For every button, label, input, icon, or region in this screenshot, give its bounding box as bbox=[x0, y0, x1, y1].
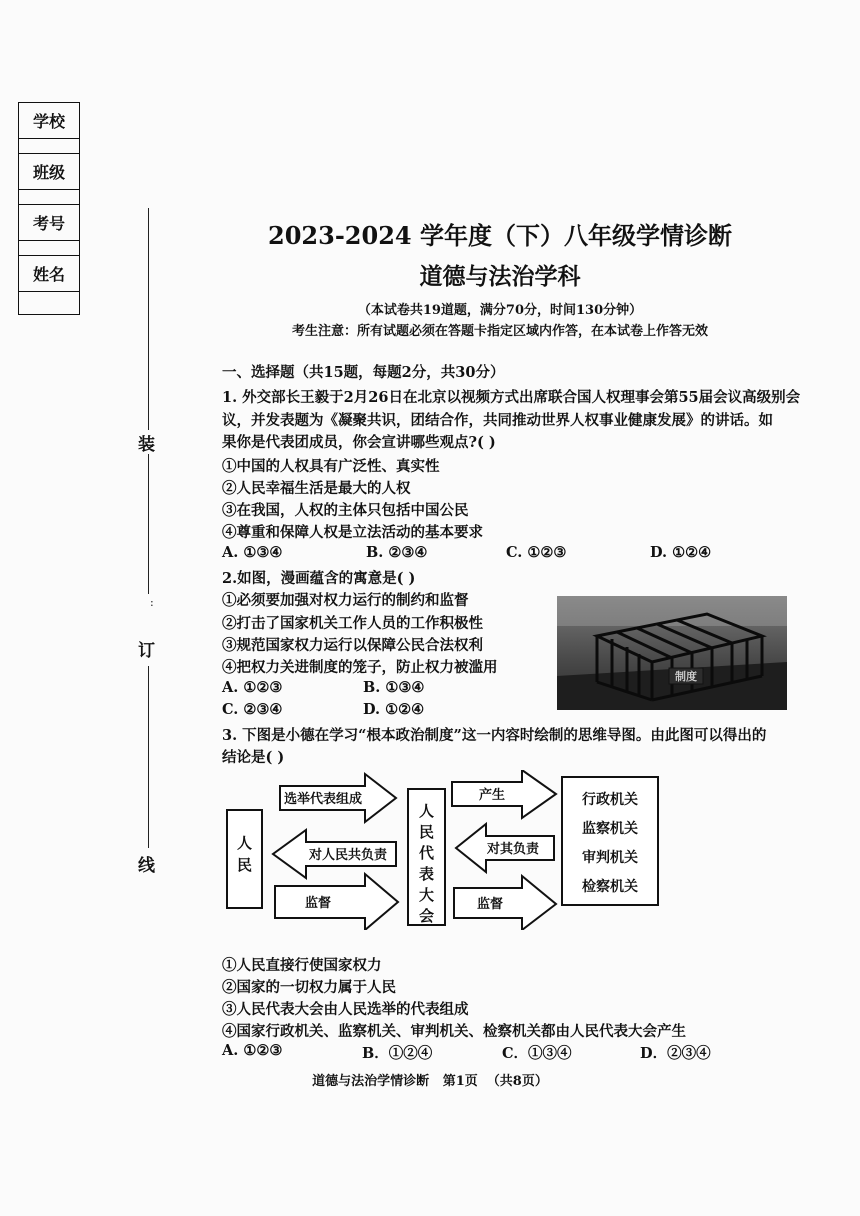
q3-item: ④国家行政机关、监察机关、审判机关、检察机关都由人民代表大会产生 bbox=[222, 1023, 686, 1040]
binding-line-segment bbox=[148, 666, 149, 848]
q1-stem-line: 议，并发表题为《凝聚共识，团结合作，共同推动世界人权事业健康发展》的讲话。如 bbox=[222, 412, 773, 429]
exam-title: 2023-2024 学年度（下）八年级学情诊断 bbox=[268, 221, 732, 250]
q3-item: ③人民代表大会由人民选举的代表组成 bbox=[222, 1001, 469, 1018]
organ-label: 审判机关 bbox=[582, 850, 638, 866]
q1-option-b: B. ②③④ bbox=[366, 544, 428, 561]
binding-line-segment bbox=[148, 454, 149, 594]
class-label: 班级 bbox=[18, 153, 80, 189]
binding-char-ding: 订 bbox=[138, 641, 155, 661]
organ-label: 监察机关 bbox=[582, 821, 638, 837]
q1-item: ③在我国，人权的主体只包括中国公民 bbox=[222, 502, 469, 519]
q1-stem-line: 1. 外交部长王毅于2月26日在北京以视频方式出席联合国人权理事会第55届会议高级别会 bbox=[222, 389, 801, 406]
subject-title: 道德与法治学科 bbox=[419, 263, 581, 290]
q1-item: ②人民幸福生活是最大的人权 bbox=[222, 480, 411, 497]
arrow-supervise-right bbox=[454, 876, 556, 930]
q1-option-a: A. ①③④ bbox=[222, 544, 283, 561]
q1-item: ①中国的人权具有广泛性、真实性 bbox=[222, 458, 440, 475]
q3-option-a: A. ①②③ bbox=[222, 1042, 283, 1059]
class-blank bbox=[18, 189, 80, 204]
q1-stem-line: 果你是代表团成员，你会宣讲哪些观点?( ) bbox=[222, 434, 496, 451]
organ-label: 检察机关 bbox=[582, 879, 638, 895]
q3-item: ②国家的一切权力属于人民 bbox=[222, 979, 396, 996]
exam-number-label: 考号 bbox=[18, 204, 80, 240]
q1-option-c: C. ①②③ bbox=[506, 544, 567, 561]
binding-dot: : bbox=[150, 596, 154, 609]
arrow-responsible-to-congress-label: 对其负责 bbox=[486, 842, 540, 857]
name-label: 姓名 bbox=[18, 255, 80, 291]
q2-item: ②打击了国家机关工作人员的工作积极性 bbox=[222, 615, 483, 632]
q3-option-d: D．②③④ bbox=[640, 1045, 711, 1062]
q3-stem-line: 3. 下图是小德在学习“根本政治制度”这一内容时绘制的思维导图。由此图可以得出的 bbox=[222, 727, 767, 744]
binding-char-xian: 线 bbox=[138, 856, 155, 876]
section-heading: 一、选择题（共15题，每题2分，共30分） bbox=[222, 364, 505, 381]
q2-item: ①必须要加强对权力运行的制约和监督 bbox=[222, 592, 469, 609]
q3-item: ①人民直接行使国家权力 bbox=[222, 957, 382, 974]
q2-option-a: A. ①②③ bbox=[222, 679, 283, 696]
school-label: 学校 bbox=[18, 102, 80, 138]
q3-option-b: B．①②④ bbox=[362, 1045, 433, 1062]
school-blank bbox=[18, 138, 80, 153]
arrow-supervise-left-label: 监督 bbox=[304, 896, 332, 911]
arrow-responsible-to-people-label: 对人民共负责 bbox=[308, 848, 388, 863]
q2-option-c: C. ②③④ bbox=[222, 701, 283, 718]
q2-item: ③规范国家权力运行以保障公民合法权利 bbox=[222, 637, 483, 654]
q2-stem: 2.如图，漫画蕴含的寓意是( ) bbox=[222, 570, 416, 587]
q2-option-b: B. ①③④ bbox=[363, 679, 425, 696]
q3-option-c: C．①③④ bbox=[502, 1045, 572, 1062]
arrow-elect-label: 选举代表组成 bbox=[283, 792, 363, 807]
q2-option-d: D. ①②④ bbox=[363, 701, 425, 718]
congress-label: 人民代表大会 bbox=[418, 802, 435, 925]
q1-item: ④尊重和保障人权是立法活动的基本要求 bbox=[222, 524, 483, 541]
arrow-produce-label: 产生 bbox=[478, 788, 506, 803]
q1-option-d: D. ①②④ bbox=[650, 544, 712, 561]
binding-char-zhuang: 装 bbox=[138, 435, 155, 455]
people-label: 人民 bbox=[236, 834, 253, 874]
page-footer: 道德与法治学情诊断 第1页 （共8页） bbox=[312, 1074, 548, 1089]
cartoon-label: 制度 bbox=[675, 670, 697, 683]
organ-label: 行政机关 bbox=[582, 792, 638, 808]
exam-info: （本试卷共19道题，满分70分，时间130分钟） bbox=[357, 303, 643, 318]
power-cage-cartoon bbox=[557, 596, 787, 710]
q3-stem-line: 结论是( ) bbox=[222, 749, 285, 766]
q2-item: ④把权力关进制度的笼子，防止权力被滥用 bbox=[222, 659, 498, 676]
arrow-supervise-left bbox=[275, 874, 398, 930]
arrow-supervise-right-label: 监督 bbox=[476, 897, 504, 912]
political-system-diagram bbox=[220, 770, 680, 930]
exam-notice: 考生注意：所有试题必须在答题卡指定区域内作答，在本试卷上作答无效 bbox=[291, 324, 708, 339]
